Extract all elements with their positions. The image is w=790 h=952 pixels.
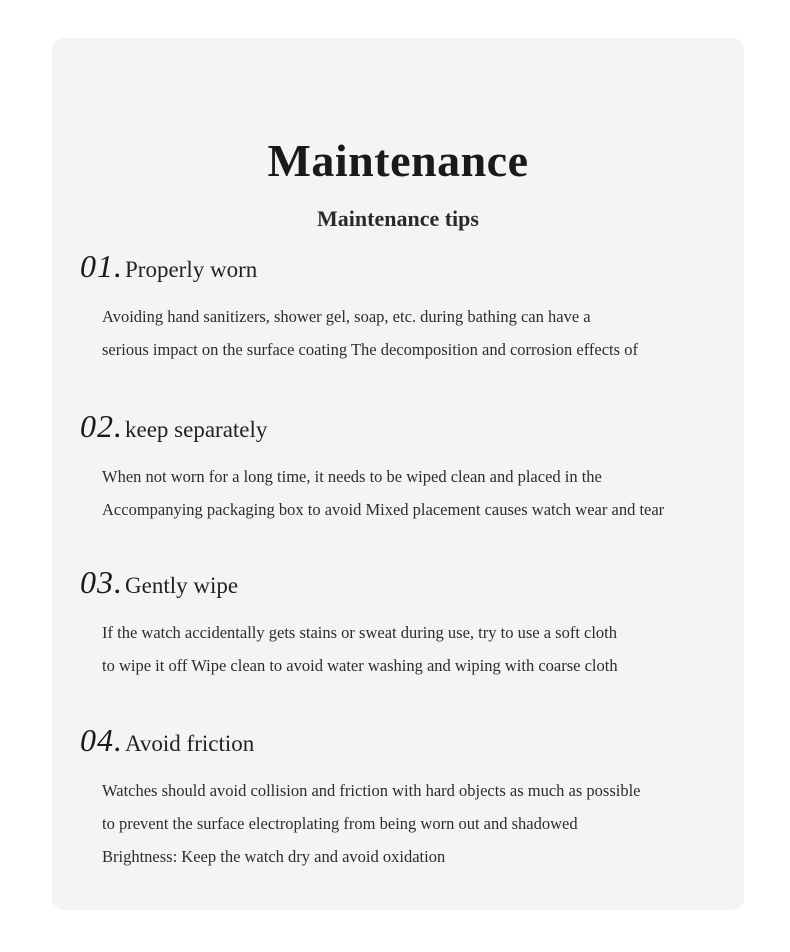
tip-title: Avoid friction	[125, 731, 255, 756]
tip-body-line: Brightness: Keep the watch dry and avoid oxidation	[102, 847, 446, 866]
tip-section-4	[80, 722, 760, 873]
tip-body-line: serious impact on the surface coating The decomposition and corrosion effects of	[102, 340, 638, 359]
tip-body	[102, 460, 760, 526]
tip-body-line: Avoiding hand sanitizers, shower gel, soap, etc. during bathing can have a	[102, 307, 591, 326]
page-subtitle: Maintenance tips	[317, 206, 479, 231]
tip-body-line: Watches should avoid collision and friction with hard objects as much as possible	[102, 781, 641, 800]
tip-number: 04.	[80, 722, 123, 758]
tip-body-line: Accompanying packaging box to avoid Mixed placement causes watch wear and tear	[102, 500, 665, 519]
tip-title: Gently wipe	[125, 573, 239, 598]
tip-body	[102, 774, 760, 873]
tip-heading	[80, 722, 760, 762]
tip-heading	[80, 248, 760, 288]
tip-title: keep separately	[125, 417, 268, 442]
tip-body-line: to prevent the surface electroplating from being worn out and shadowed	[102, 814, 578, 833]
tip-heading	[80, 564, 760, 604]
tip-section-1	[80, 248, 760, 366]
tip-number: 01.	[80, 248, 123, 284]
tip-section-2	[80, 408, 760, 526]
tip-title: Properly worn	[125, 257, 258, 282]
tip-body-line: to wipe it off Wipe clean to avoid water washing and wiping with coarse cloth	[102, 656, 618, 675]
tip-heading	[80, 408, 760, 448]
tip-body	[102, 300, 760, 366]
tip-body-line: If the watch accidentally gets stains or sweat during use, try to use a soft cloth	[102, 623, 618, 642]
tip-body-line: When not worn for a long time, it needs to be wiped clean and placed in the	[102, 467, 602, 486]
page-title: Maintenance	[267, 135, 529, 186]
tip-section-3	[80, 564, 760, 682]
tip-body	[102, 616, 760, 682]
tip-number: 02.	[80, 408, 123, 444]
tip-number: 03.	[80, 564, 123, 600]
